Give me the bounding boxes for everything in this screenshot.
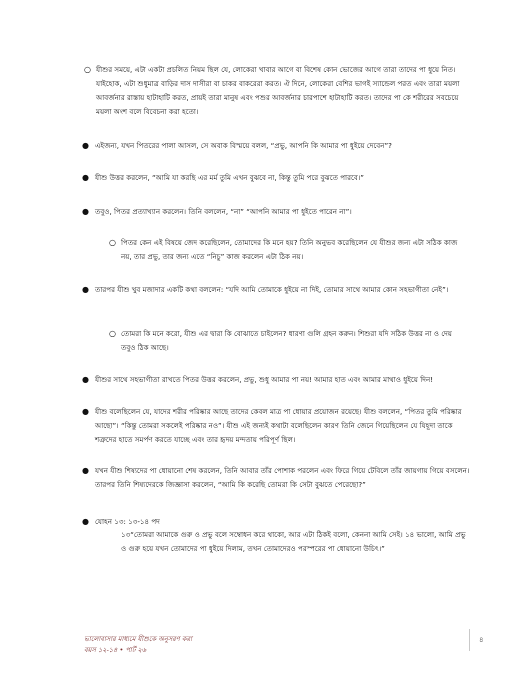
bullet-icon: ● (82, 285, 89, 294)
paragraph-text: তোমরা কি মনে করো, যীশু এর দ্বারা কি বোঝাতে চাইলেন? ধারণা গুলি গ্রহন করুন। শিশুরা যদি সঠিক উত্তর না ও দেয় তবুও ঠিক আছে। (121, 329, 452, 352)
paragraph-text: তবুও, পিতর প্রত্যাখ্যান করলেন। তিনি বললেন, “না” “আপনি আমার পা ধুইতে পারেন না”। (95, 207, 352, 216)
paragraph-text: এইজন্য, যখন পিতরের পালা আসল, সে অবাক বিস্ময়ে বলল, “প্রভু, আপনি কি আমার পা ধুইয়ে দেবেন”? (95, 141, 392, 150)
list-item (109, 327, 463, 355)
list-item (82, 515, 475, 529)
list-item (82, 171, 475, 185)
list-item (82, 205, 475, 219)
page-number: ৪ (479, 636, 484, 644)
list-item (84, 63, 462, 119)
list-item (109, 236, 463, 264)
paragraph-text: যীশু উত্তর করলেন, “আমি যা করছি এর মর্ম তুমি এখন বুঝবে না, কিন্তু তুমি পরে বুঝতে পারবে।” (95, 173, 364, 182)
paragraph-text: যীশুর সময়ে, এটা একটা প্রচলিত নিয়ম ছিল যে, লোকেরা খাবার আগে বা বিশেষ কোন ভোজের আগে তারা তাদের পা ধুয়ে নিত। যাইহোক, এটা শুধুমাত্র বাড়ির দাস দাসীরা বা চাকর বাকরেরা করত। ঐ দিনে, লোকেরা বেশির ভাগই স্যান্ডেল পরত এবং তারা ময়লা আবর্জনার রাস্তায় হাটাহাটি করত, প্রায়ই তারা মানুষ এবং পশুর আবর্জনার চারপাশে হাটাহাটি করত। তাদের পা কে শরীরের সবচেয়ে ময়লা অংশ বলে বিবেচনা করা হতো। (96, 65, 460, 116)
paragraph-text: তারপর যীশু খুব মজাদার একটি কথা বললেন: “যদি আমি তোমাকে ধুইয়ে না দিই, তোমার সাথে আমার কোন সহভাগীতা নেই”। (95, 285, 449, 294)
bullet-icon: ● (82, 207, 89, 216)
bullet-icon: ● (82, 173, 89, 182)
list-item (82, 405, 475, 447)
footer-series-title: ভালোবাসার মাধ্যমে যীশুকে অনুসরণ করা (84, 635, 193, 643)
bullet-icon: ● (82, 466, 89, 475)
paragraph-text: যখন যীশু শিষ্যদের পা ধোয়ানো শেষ করলেন, তিনি আবার তাঁর পোশাক পরলেন এবং ফিরে গিয়ে টেবিলে তাঁর জায়গায় গিয়ে বসলেন। তারপর তিনি শিষ্যদেরকে জিজ্ঞাসা করলেন, “আমি কি করেছি তোমরা কি সেটা বুঝতে পেরেছো?” (95, 466, 470, 489)
bullet-icon: ● (82, 375, 89, 384)
list-item (82, 283, 475, 297)
footer-age-part: বয়স ১২-১৪ • পার্ট ২৬ (84, 646, 147, 654)
hollow-bullet-icon: ○ (109, 329, 116, 338)
bullet-icon: ● (82, 141, 89, 150)
hollow-bullet-icon: ○ (109, 238, 116, 247)
paragraph-text: পিতর কেন এই বিষয়ে জেদ করেছিলেন, তোমাদের কি মনে হয়? তিনি অনুভব করেছিলেন যে যীশুর জন্য এটা সঠিক কাজ নয়, তার প্রভু, তার জন্য এতে “নিচু” কাজ করলেন এটা ঠিক নয়। (121, 238, 458, 261)
list-item (82, 139, 475, 153)
footer-divider (469, 629, 470, 651)
list-item (82, 373, 475, 387)
scripture-quote: ১৩“তোমরা আমাকে গুরু ও প্রভু বলে সম্বোধন করে থাকো, আর এটা ঠিকই বলো, কেননা আমি সেই। ১৪ ভালো, আমি প্রভু ও গুরু হয়ে যখন তোমাদের পা ধুইয়ে দিলাম, তখন তোমাদেরও পরস্পরের পা ধোয়ানো উচিৎ।” (121, 530, 466, 553)
list-item (82, 464, 475, 492)
hollow-bullet-icon: ○ (84, 65, 91, 74)
bullet-icon: ● (82, 517, 89, 526)
paragraph-text: যীশুর সাথে সহভাগীতা রাখতে পিতর উত্তর করলেন, প্রভু, শুধু আমার পা নয়! আমার হাত এবং আমার মাথাও ধুইয়ে দিন! (95, 375, 434, 384)
bullet-icon: ● (82, 407, 89, 416)
paragraph-text: যীশু বলেছিলেন যে, যাদের শরীর পরিষ্কার আছে তাদের কেবল মাত্র পা ধোয়ার প্রয়োজন রয়েছে। যীশু বললেন, “পিতর তুমি পরিষ্কার আছো”। “কিন্তু তোমরা সকলেই পরিষ্কার নও”। যীশু এই জন্যই কথাটা বলেছিলেন কারণ তিনি জেনে গিয়েছিলেন যে যিহূদা তাকে শত্রুদের হাতে সমর্পণ করতে যাচ্ছে এবং তার হৃদয় মন্দতায় পরিপূর্ণ ছিল। (95, 407, 462, 444)
scripture-reference: যোহন ১৩: ১৩-১৪ পদ (95, 517, 160, 526)
